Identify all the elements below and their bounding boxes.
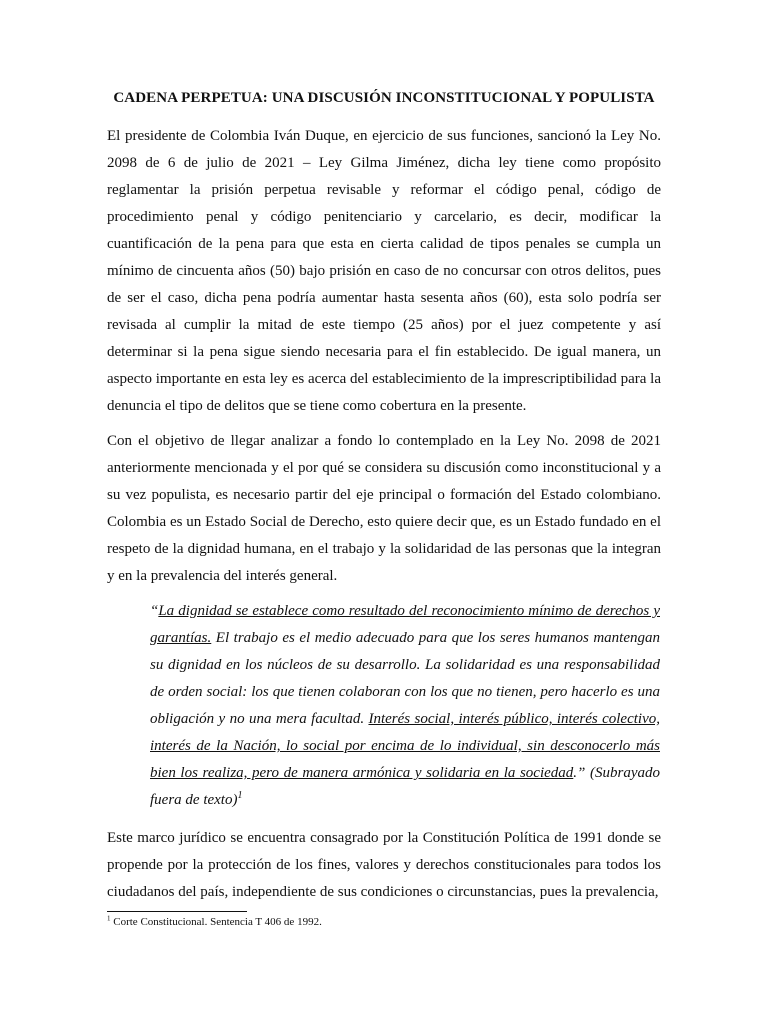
quote-close: .” (Subrayado fuera de texto) <box>150 765 660 808</box>
paragraph-framework: Este marco jurídico se encuentra consagrado por la Constitución Política de 1991 donde se propende por la protección de los fines, valores y derechos constitucionales para todos los ciudadanos del país, independiente de sus condiciones o circunstancias, pues la prevalencia, <box>107 830 661 900</box>
footnote-divider <box>107 911 247 912</box>
quote-underlined-interest: Interés social, interés público, interés colectivo, interés de la Nación, lo social por encima de lo individual, sin desconocerlo más bien los realiza, pero de manera armónica y solidaria en la sociedad <box>150 711 660 781</box>
document-title: CADENA PERPETUA: UNA DISCUSIÓN INCONSTITUCIONAL Y POPULISTA <box>113 90 655 106</box>
block-quote <box>150 598 660 814</box>
footnote <box>107 916 322 928</box>
quote-underlined-dignity: La dignidad se establece como resultado del reconocimiento mínimo de derechos y garantías. <box>150 603 660 646</box>
quote-plain-text: El trabajo es el medio adecuado para que los seres humanos mantengan su dignidad en los núcleos de su desarrollo. La solidaridad es una responsabilidad de orden social: los que tienen colaboran con los que no tienen, pero hacerlo es una obligación y no una mera facultad. <box>150 630 660 727</box>
quote-open-mark: “ <box>150 603 159 619</box>
footnote-reference: 1 <box>237 790 243 801</box>
paragraph-intro: El presidente de Colombia Iván Duque, en ejercicio de sus funciones, sancionó la Ley No. 2098 de 6 de julio de 2021 – Ley Gilma Jiménez, dicha ley tiene como propósito reglamentar la prisión perpetua revisable y reformar el código penal, código de procedimiento penal y código penitenciario y carcelario, es decir, modificar la cuantificación de la pena para que esta en cierta calidad de tipos penales se cumpla un mínimo de cincuenta años (50) bajo prisión en caso de no concursar con otros delitos, pues de ser el caso, dicha pena podría aumentar hasta sesenta años (60), esta solo podría ser revisada al cumplir la mitad de este tiempo (25 años) por el juez competente y así determinar si la pena sigue siendo necesaria para el fin establecido. De igual manera, un aspecto importante en esta ley es acerca del establecimiento de la imprescriptibilidad para la denuncia el tipo de delitos que se tiene como cobertura en la presente. <box>107 128 661 414</box>
footnote-number: 1 <box>107 914 111 923</box>
footnote-text: Corte Constitucional. Sentencia T 406 de 1992. <box>110 916 322 928</box>
paragraph-objective: Con el objetivo de llegar analizar a fondo lo contemplado en la Ley No. 2098 de 2021 anteriormente mencionada y el por qué se considera su discusión como inconstitucional y a su vez populista, es necesario partir del eje principal o formación del Estado colombiano. Colombia es un Estado Social de Derecho, esto quiere decir que, es un Estado fundado en el respeto de la dignidad humana, en el trabajo y la solidaridad de las personas que la integran y en la prevalencia del interés general. <box>107 433 661 584</box>
